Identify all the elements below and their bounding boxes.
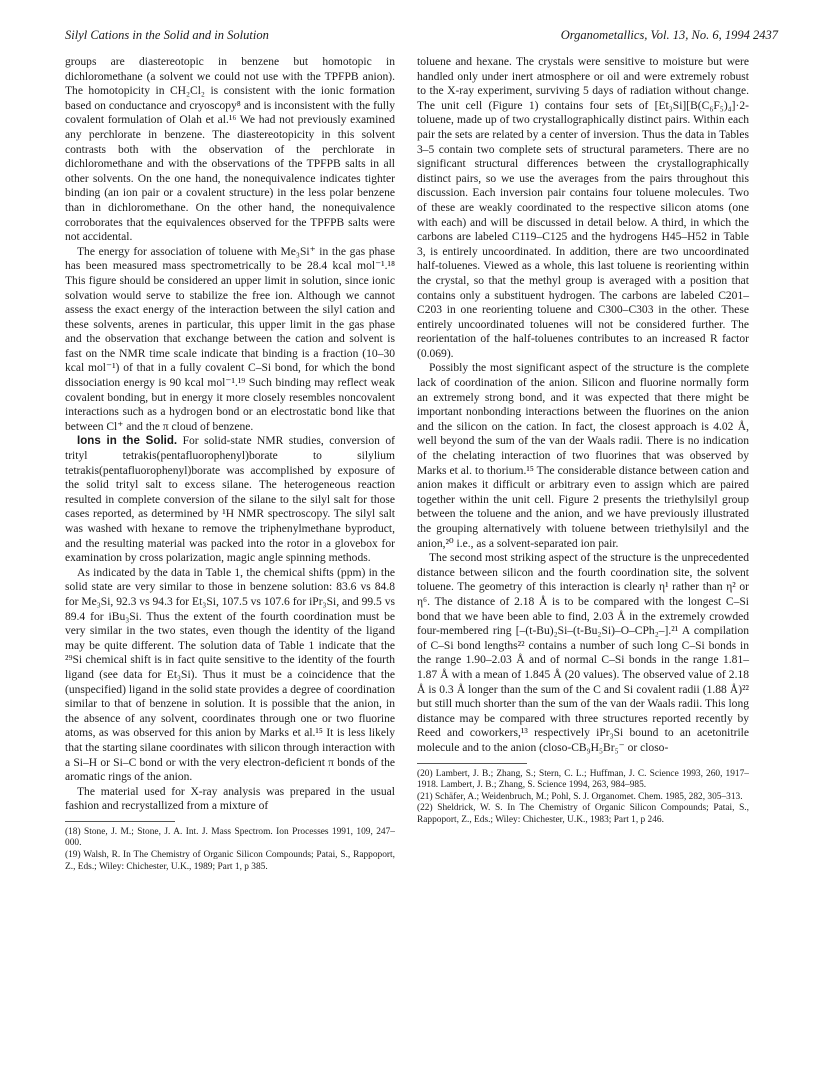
paragraph: The energy for association of toluene with Me₃Si⁺ in the gas phase has been measured mass spectrometrically to be 28.4 kcal mol⁻¹.¹⁸ This figure should be considered an upper limit in solution, since ionic solvation would serve to stabilize the free ion. Although we cannot assess the exact energy of the interaction between the silyl cation and these solvents, arenes in particular, this upper limit in the gas phase and the observation that exchange between the cation and solvent is fast on the NMR time scale indicate that binding is a fraction (10–30 kcal mol⁻¹) of that in a fully covalent C–Si bond, for which the bond dissociation energy is 90 kcal mol⁻¹.¹⁹ Such binding may reflect weak covalent bonding, but in energy it more closely resembles noncovalent interactions such as a hydrogen bond or an electrostatic bond like that between Cl⁺ and the π cloud of benzene. xyxy=(65,245,395,433)
paragraph xyxy=(65,434,395,565)
paragraph: The second most striking aspect of the structure is the unprecedented distance between silicon and the fourth coordination site, the solvent toluene. The geometry of this interaction is clearly η¹ rather than η² or η⁶. The distance of 2.18 Å is to be compared with the longest C–Si bond that we have been able to find, 2.03 Å in the extremely crowded four-membered ring [–(t-Bu)₂Si–(t-Bu₂Si)–O–CPh₂–].²¹ A compilation of C–Si bond lengths²² contains a number of such long C–Si bonds in the range 1.90–2.03 Å and of normal C–Si bonds in the range 1.81–1.87 Å with a mean of 1.845 Å (20 values). The observed value of 2.18 Å is 0.3 Å longer than the sum of the C and Si covalent radii (1.88 Å)²² but still much shorter than the sum of the van der Waals radii. This long distance may be compared with three structures reported recently by Reed and coworkers,¹³ respectively iPr₃Si bound to an acetonitrile molecule and to the anion (closo-CB₉H₅Br₅⁻ or closo- xyxy=(417,552,749,754)
footnote: (18) Stone, J. M.; Stone, J. A. Int. J. Mass Spectrom. Ion Processes 1991, 109, 247–000. xyxy=(65,826,395,849)
footnote-divider xyxy=(65,821,175,822)
footnote: (20) Lambert, J. B.; Zhang, S.; Stern, C. L.; Huffman, J. C. Science 1993, 260, 1917–1918. Lambert, J. B.; Zhang, S. Science 1994, 263, 984–985. xyxy=(417,768,749,791)
footnote: (21) Schäfer, A.; Weidenbruch, M.; Pohl, S. J. Organomet. Chem. 1985, 282, 305–313. xyxy=(417,791,743,802)
footnote: (19) Walsh, R. In The Chemistry of Organic Silicon Compounds; Patai, S., Rappoport, Z., Eds.; Wiley: Chichester, U.K., 1989; Part 1, p 385. xyxy=(65,850,395,872)
paragraph: groups are diastereotopic in benzene but homotopic in dichloromethane (a solvent we could not use with the TPFPB anion). The homotopicity in CH₂Cl₂ is consistent with the ionic formation based on conductance and cryoscopy⁸ and is inconsistent with the fully covalent formulation of Olah et al.¹⁶ We had not previously examined any perchlorate in benzene. The diastereotopicity in this solvent contrasts both with the observation of the perchlorate in dichloromethane and with the observations of the TPFPB salts in all other solvents. On the one hand, the nonequivalence indicates tighter binding (an ion pair or a covalent structure) in the less polar benzene than in dichloromethane. On the other hand, the nonequivalence corroborates that the equivalences observed for the TPFPB salts were not accidental. xyxy=(65,56,395,244)
footnote: (22) Sheldrick, W. S. In The Chemistry of Organic Silicon Compounds; Patai, S., Rappoport, Z., Eds.; Wiley: Chichester, U.K., 1983; Part 1, p 246. xyxy=(417,803,749,825)
footnote-divider xyxy=(417,763,527,764)
paragraph: Possibly the most significant aspect of the structure is the complete lack of coordination of the anion. Silicon and fluorine normally form an extremely strong bond, and it was expected that there might be important nonbonding interactions between the fluorines on the anion and the silicon on the cation. In fact, the closest approach is 4.02 Å, well beyond the sum of the van der Waals radii. There is no indication of the chelating interaction of two fluorines that was observed by Marks et al. to thorium.¹⁵ The considerable distance between cation and anion makes it difficult or arbitrary even to assign which are paired together within the unit cell. Figure 2 presents the triethylsilyl group between the toluene and the anion, and we have previously illustrated the grouping alternatively with toluene between triethylsilyl and the anion,²⁰ i.e., as a solvent-separated ion pair. xyxy=(417,362,749,550)
left-column xyxy=(65,55,395,873)
right-column xyxy=(417,55,749,826)
paragraph: The material used for X-ray analysis was prepared in the usual fashion and recrystallized from a mixture of xyxy=(65,785,395,813)
page-number: 2437 xyxy=(753,28,778,42)
running-title: Silyl Cations in the Solid and in Solution xyxy=(65,28,269,42)
journal-name: Organometallics, Vol. 13, No. 6, 1994 xyxy=(560,28,750,42)
paragraph: As indicated by the data in Table 1, the chemical shifts (ppm) in the solid state are very similar to those in benzene solution: 83.6 vs 84.8 for Me₃Si, 92.3 vs 94.3 for Et₃Si, 107.5 vs 107.6 for iPr₃Si, and 99.5 vs 89.4 for iBu₃Si. Thus the extent of the fourth coordination must be very similar in the two states, even though the identity of the ligand may be quite different. The solution data of Table 1 indicate that the ²⁹Si chemical shift is in fact quite sensitive to the identity of the fourth ligand (see data for Et₃Si). Thus it must be a coincidence that the (unspecified) ligand in the solid state provides a degree of coordination similar to that of benzene in solution. It is possible that the anion, in the absence of any solvent, coordinates through one or two fluorine atoms, as was observed for this anion by Marks et al.¹⁵ It is less likely that the starting silane coordinates with silicon through interaction with a Si–H or Si–C bond or with the very electron-deficient π bonds of the aromatic rings of the anion. xyxy=(65,566,395,784)
footnotes xyxy=(417,769,749,827)
footnotes xyxy=(65,827,395,873)
paragraph: toluene and hexane. The crystals were sensitive to moisture but were handled only under inert atmosphere or oil and were extremely robust to the X-ray experiment, surviving 5 days of radiation without change. The unit cell (Figure 1) contains four sets of [Et₃Si][B(C₆F₅)₄]·2-toluene, made up of two crystallographically distinct pairs. Within each pair the sets are related by a center of inversion. Thus the data in Tables 3–5 contain two complete sets of structural parameters. There are no significant structural differences between the crystallographically distinct pairs, so we use the averages from the pairs throughout this discussion. Each inversion pair contains four toluene molecules. Two of these are weakly coordinated to the respective silicon atoms (one with each) and will be discussed in detail below. A third, in which the carbons are labeled C119–C125 and the hydrogens H45–H52 in Table 3, is entirely uncoordinated. In addition, there are two uncoordinated half-toluenes. Viewed as a whole, this last toluene is reorienting within the crystal, so that the methyl group is averaged with a position that contains only a substituent hydrogen. The carbons are labeled C201–C203 in one reorienting toluene and C300–C303 in the other. These entirely uncoordinated toluenes will not be considered further. The reorientation of the half-toluenes contributes to an increased R factor (0.069). xyxy=(417,56,749,360)
section-heading: Ions in the Solid. xyxy=(77,435,178,448)
paragraph-text: For solid-state NMR studies, conversion of trityl tetrakis(pentafluorophenyl)borate to silylium tetrakis(pentafluorophenyl)borate was accomplished by exposure of the solid trityl salt to excess silane. The heterogeneous reaction resulted in complete conversion of the silane to the silyl salt for those cases reported, as determined by ¹H NMR spectroscopy. The silyl salt was washed with hexane to remove the triphenylmethane byproduct, and the resulting material was packed into the rotor in a glovebox for examination by cross polarization, magic angle spinning methods. xyxy=(65,435,395,565)
journal-citation xyxy=(561,28,778,43)
running-header xyxy=(65,28,778,46)
